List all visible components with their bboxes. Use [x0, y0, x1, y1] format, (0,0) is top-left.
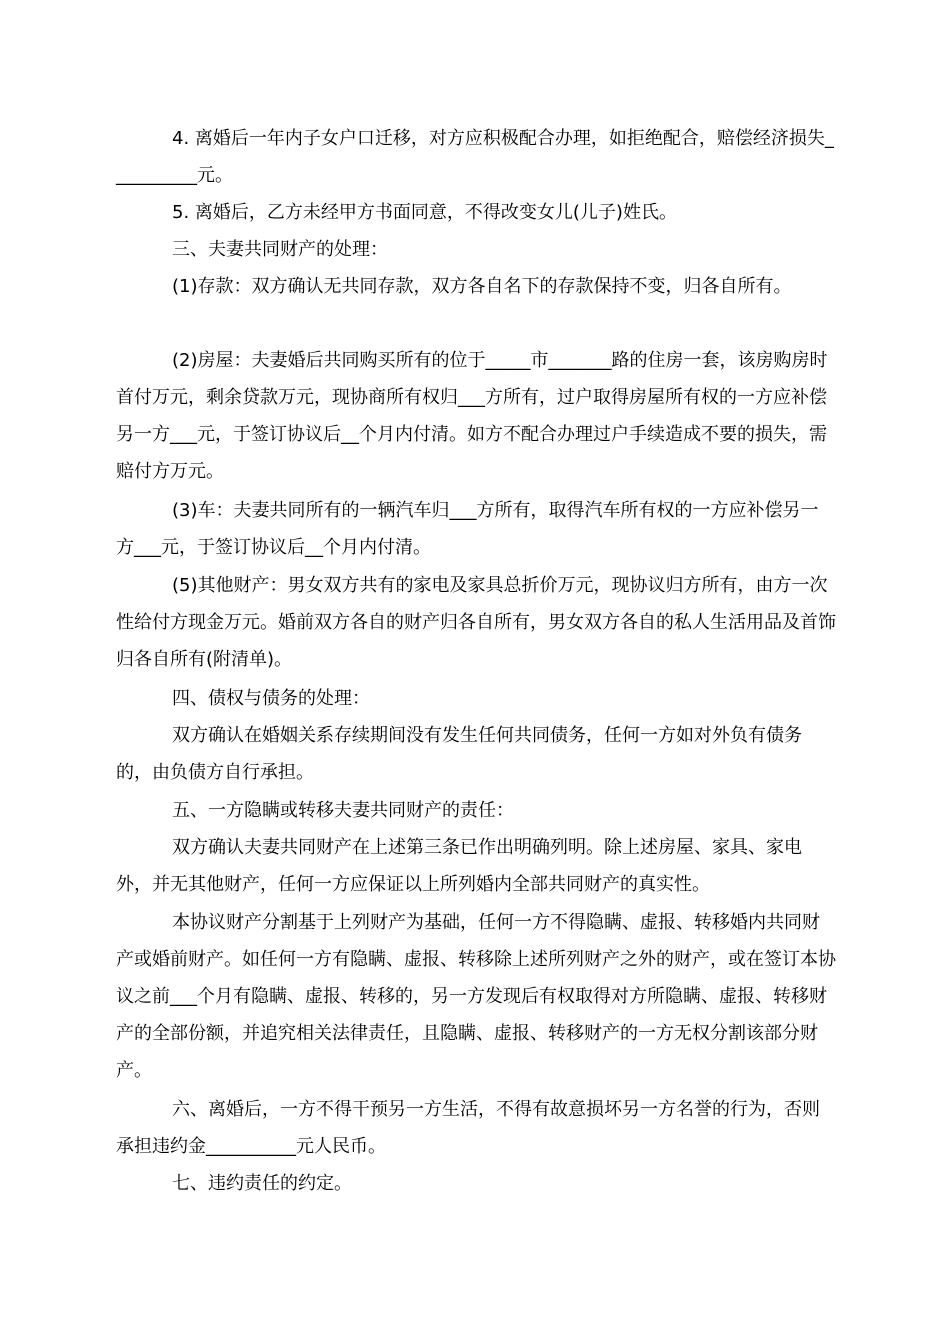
- section-6-paragraph: 六、离婚后，一方不得干预另一方生活，不得有故意损坏另一方名誉的行为，否则承担违约金__________元人民币。: [116, 1099, 820, 1157]
- concealment-paragraph: 本协议财产分割基于上列财产为基础，任何一方不得隐瞒、虚报、转移婚内共同财产或婚前财产。如任何一方有隐瞒、虚报、转移除上述所列财产之外的财产，或在签订本协议之前___个月有隐瞒、虚报、转移的，另一方发现后有权取得对方所隐瞒、虚报、转移财产的全部份额，并追究相关法律责任，且隐瞒、虚报、转移财产的一方无权分割该部分财产。: [116, 912, 836, 1081]
- section-7-heading: 七、违约责任的约定。: [172, 1173, 352, 1194]
- clause-5-surname: 5. 离婚后，乙方未经甲方书面同意，不得改变女儿(儿子)姓氏。: [172, 202, 677, 223]
- section-4-heading: 四、债权与债务的处理：: [172, 688, 370, 709]
- clause-car: (3)车：夫妻共同所有的一辆汽车归___方所有，取得汽车所有权的一方应补偿另一方___元，于签订协议后__个月内付清。: [116, 500, 819, 558]
- clause-4-household-registration: 4. 离婚后一年内子女户口迁移，对方应积极配合办理，如拒绝配合，赔偿经济损失__________元。: [116, 128, 834, 186]
- clause-other-property: (5)其他财产：男女双方共有的家电及家具总折价万元，现协议归方所有，由方一次性给付方现金万元。婚前双方各自的财产归各自所有，男女双方各自的私人生活用品及首饰归各自所有(附清单)。: [116, 575, 836, 670]
- clause-house: (2)房屋：夫妻婚后共同购买所有的位于_____市_______路的住房一套，该房购房时首付万元，剩余贷款万元，现协商所有权归___方所有，过户取得房屋所有权的一方应补偿另一方___元，于签订协议后__个月内付清。如方不配合办理过户手续造成不要的损失，需赔付方万元。: [116, 350, 828, 482]
- clause-deposits: (1)存款：双方确认无共同存款，双方各自名下的存款保持不变，归各自所有。: [172, 276, 792, 297]
- property-confirmation-paragraph: 双方确认夫妻共同财产在上述第三条已作出明确列明。除上述房屋、家具、家电外，并无其他财产，任何一方应保证以上所列婚内全部共同财产的真实性。: [116, 837, 802, 895]
- section-3-heading: 三、夫妻共同财产的处理：: [172, 239, 388, 260]
- section-5-heading: 五、一方隐瞒或转移夫妻共同财产的责任：: [172, 800, 514, 821]
- debts-paragraph: 双方确认在婚姻关系存续期间没有发生任何共同债务，任何一方如对外负有债务的，由负债方自行承担。: [116, 725, 802, 783]
